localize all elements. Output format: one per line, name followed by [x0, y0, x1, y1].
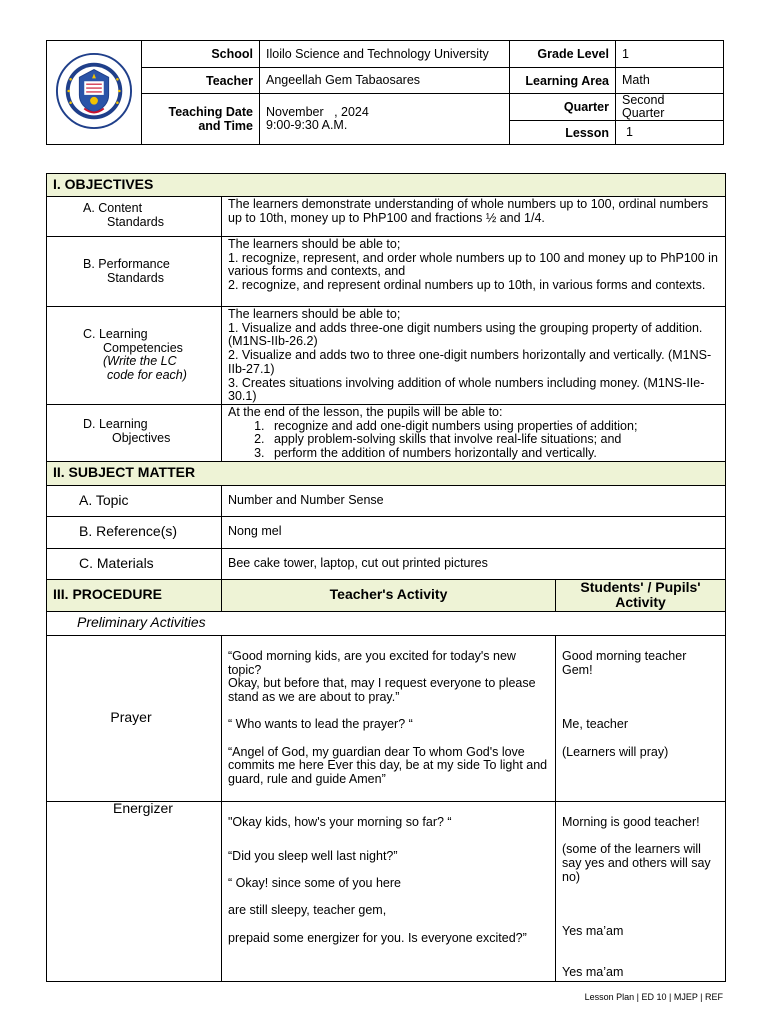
teaching-date-value [260, 94, 510, 145]
lc-label-2: Competencies [103, 340, 183, 355]
reference-value: Nong mel [222, 516, 726, 548]
energizer-student-line: Yes ma’am [562, 924, 624, 939]
preliminary-activities: Preliminary Activities [47, 611, 726, 635]
school-value: Iloilo Science and Technology University [260, 41, 510, 68]
energizer-teacher-line: prepaid some energizer for you. Is everyone excited?” [228, 930, 527, 945]
lo-item: 1. recognize and add one-digit numbers using properties of addition; [268, 420, 719, 434]
quarter-value: Second Quarter [616, 94, 724, 121]
lo-item: 3. perform the addition of numbers horizontally and vertically. [268, 447, 719, 461]
performance-standards-label [47, 237, 222, 307]
prayer-teacher-cell [222, 635, 556, 801]
students-activity-heading [556, 579, 726, 611]
energizer-teacher-line: "Okay kids, how's your morning so far? “ [228, 814, 452, 829]
page-footer: Lesson Plan | ED 10 | MJEP | REF [584, 992, 723, 1002]
lc-line: 2. Visualize and adds two to three one-digit numbers horizontally and vertically. (M1NS-IIb-27.1) [228, 348, 712, 376]
lesson-value: 1 [616, 121, 724, 145]
lo-label-2: Objectives [112, 430, 171, 445]
lesson-label: Lesson [510, 121, 616, 145]
materials-label: C. Materials [47, 548, 222, 579]
lo-item: 2. apply problem-solving skills that involve real-life situations; and [268, 433, 719, 447]
grade-level-label: Grade Level [510, 41, 616, 68]
school-label: School [142, 41, 260, 68]
performance-standards-text [222, 237, 726, 307]
lo-label-1: D. Learning [83, 417, 148, 431]
lc-line: The learners should be able to; [228, 307, 401, 321]
lc-label-1: C. Learning [83, 327, 148, 341]
prayer-label: Prayer [47, 635, 222, 801]
lc-line: 3. Creates situations involving addition of whole numbers including money. (M1NS-IIe-30.1) [228, 375, 705, 404]
perf-line: The learners should be able to; [228, 237, 401, 251]
topic-label: A. Topic [47, 485, 222, 516]
prayer-student-line: Good morning teacher Gem! [562, 648, 687, 677]
energizer-label: Energizer [47, 801, 222, 981]
content-standards-text: The learners demonstrate understanding of whole numbers up to 100, ordinal numbers up to 10th, money up to PhP100 and fractions ½ and 1/4. [222, 197, 726, 237]
reference-label: B. Reference(s) [47, 516, 222, 548]
perf-line: 2. recognize, and represent ordinal numbers up to 10th, in various forms and contexts. [228, 278, 706, 293]
energizer-teacher-cell [222, 801, 556, 981]
energizer-teacher-line: “Did you sleep well last night?” [228, 848, 398, 863]
subject-matter-heading: II. SUBJECT MATTER [47, 461, 726, 485]
energizer-student-line: Morning is good teacher! [562, 814, 700, 829]
lo-intro: At the end of the lesson, the pupils will be able to: [228, 405, 503, 419]
teaching-time: 9:00-9:30 A.M. [266, 118, 348, 132]
perf-line: 1. recognize, represent, and order whole numbers up to 100 and money up to PhP100 in various forms and contexts, and [228, 250, 718, 279]
deped-seal-icon [55, 52, 133, 130]
objectives-heading: I. OBJECTIVES [47, 174, 726, 197]
learning-competencies-text [222, 307, 726, 405]
lc-label-4: code for each) [107, 368, 187, 383]
energizer-teacher-line: “ Okay! since some of you here [228, 875, 401, 890]
teaching-date-label-line2: and Time [198, 119, 253, 133]
deped-seal-cell [47, 41, 142, 145]
students-heading-line2: Activity [615, 594, 666, 611]
teaching-date: November , 2024 [266, 105, 369, 119]
students-heading-line1: Students' / Pupils' [580, 579, 701, 596]
grade-level-value: 1 [616, 41, 724, 68]
performance-standards-label-2: Standards [107, 270, 164, 285]
prayer-teacher-line: “Good morning kids, are you excited for today's new topic? [228, 648, 516, 677]
lc-label-3: (Write the LC [103, 354, 177, 369]
procedure-heading: III. PROCEDURE [47, 579, 222, 611]
prayer-student-line: Me, teacher [562, 717, 629, 732]
teaching-date-label-line1: Teaching Date [168, 105, 253, 119]
prayer-students-cell [556, 635, 726, 801]
teacher-value: Angeellah Gem Tabaosares [260, 68, 510, 94]
learning-competencies-label [47, 307, 222, 405]
prayer-teacher-line: Okay, but before that, may I request everyone to please stand as we are about to pray.” [228, 676, 536, 704]
performance-standards-label-1: B. Performance [83, 257, 170, 271]
topic-value: Number and Number Sense [222, 485, 726, 516]
content-standards-label-1: A. Content [83, 201, 143, 215]
content-standards-label-2: Standards [107, 214, 164, 229]
quarter-label: Quarter [510, 94, 616, 121]
teacher-label: Teacher [142, 68, 260, 94]
teacher-activity-heading: Teacher's Activity [222, 579, 556, 611]
energizer-student-line: Yes ma’am [562, 965, 624, 980]
lo-list [228, 420, 719, 461]
prayer-teacher-line: “Angel of God, my guardian dear To whom God's love commits me here Ever this day, be at my side To light and guard, rule and guide Amen” [228, 744, 548, 787]
lc-line: 1. Visualize and adds three-one digit numbers using the grouping property of addition. (M1NS-IIb-26.2) [228, 320, 703, 349]
learning-objectives-label [47, 405, 222, 462]
energizer-student-line: (some of the learners will say yes and others will say no) [562, 842, 711, 884]
materials-value: Bee cake tower, laptop, cut out printed pictures [222, 548, 726, 579]
learning-area-label: Learning Area [510, 68, 616, 94]
prayer-teacher-line: “ Who wants to lead the prayer? “ [228, 717, 413, 732]
learning-objectives-text [222, 405, 726, 462]
energizer-students-cell [556, 801, 726, 981]
content-standards-label [47, 197, 222, 237]
lesson-plan-table [46, 173, 726, 982]
energizer-teacher-line: are still sleepy, teacher gem, [228, 903, 387, 918]
learning-area-value: Math [616, 68, 724, 94]
teaching-date-label [142, 94, 260, 145]
prayer-student-line: (Learners will pray) [562, 744, 669, 759]
header-table [46, 40, 724, 145]
